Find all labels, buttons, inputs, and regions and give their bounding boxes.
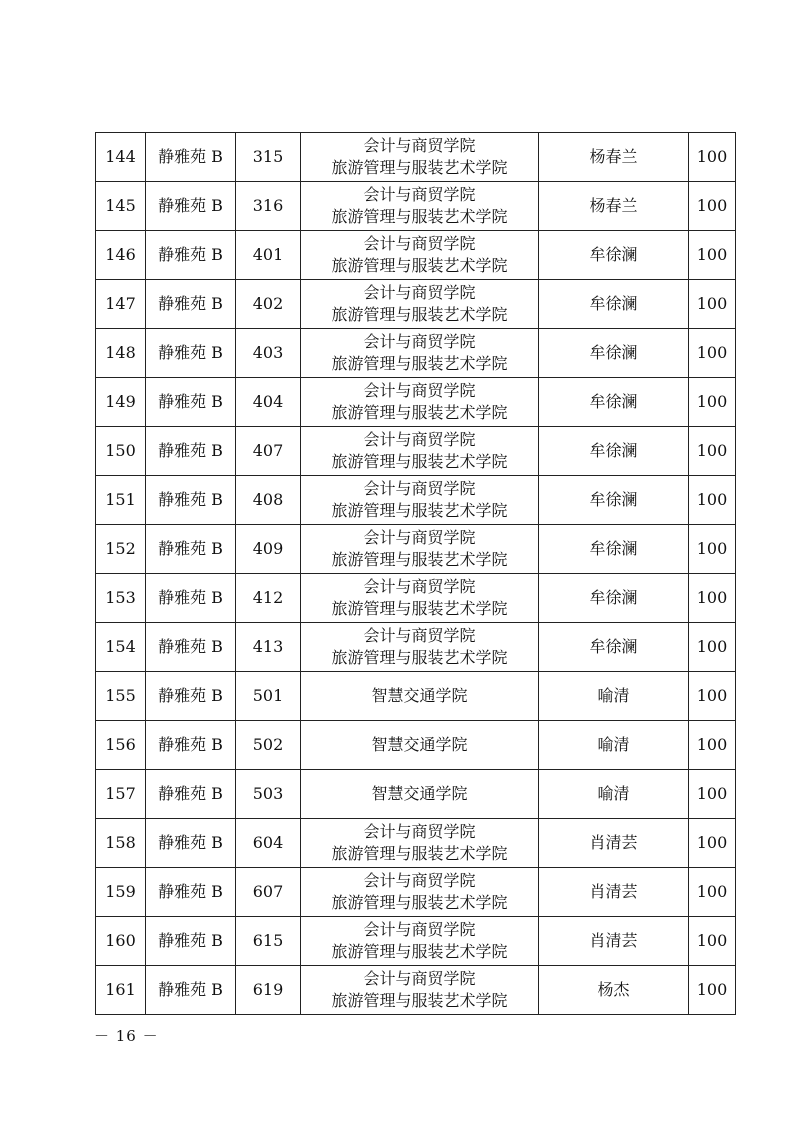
score-cell: 100: [689, 280, 736, 329]
college-name: 会计与商贸学院: [363, 528, 476, 547]
score-cell: 100: [689, 672, 736, 721]
manager-name-cell: 牟徐澜: [539, 378, 689, 427]
college-cell: [301, 427, 539, 476]
college-name: 会计与商贸学院: [363, 479, 476, 498]
row-number-cell: 157: [96, 770, 146, 819]
room-cell: 503: [236, 770, 301, 819]
college-name: 智慧交通学院: [371, 686, 468, 705]
college-name: 旅游管理与服装艺术学院: [331, 893, 508, 912]
table-row: [96, 966, 736, 1015]
college-cell: [301, 721, 539, 770]
table-row: [96, 378, 736, 427]
manager-name-cell: 肖清芸: [539, 917, 689, 966]
college-cell: [301, 574, 539, 623]
room-cell: 315: [236, 133, 301, 182]
building-cell: 静雅苑 B: [146, 525, 236, 574]
college-cell: [301, 623, 539, 672]
room-cell: 407: [236, 427, 301, 476]
manager-name-cell: 牟徐澜: [539, 574, 689, 623]
table-row: [96, 427, 736, 476]
college-cell: [301, 329, 539, 378]
college-cell: [301, 917, 539, 966]
manager-name-cell: 喻清: [539, 721, 689, 770]
table-row: [96, 623, 736, 672]
college-name: 会计与商贸学院: [363, 577, 476, 596]
building-cell: 静雅苑 B: [146, 427, 236, 476]
building-cell: 静雅苑 B: [146, 672, 236, 721]
table-row: [96, 280, 736, 329]
building-cell: 静雅苑 B: [146, 917, 236, 966]
college-name: 会计与商贸学院: [363, 332, 476, 351]
college-name: 会计与商贸学院: [363, 871, 476, 890]
college-name: 旅游管理与服装艺术学院: [331, 403, 508, 422]
room-cell: 615: [236, 917, 301, 966]
room-cell: 413: [236, 623, 301, 672]
college-cell: [301, 770, 539, 819]
row-number-cell: 152: [96, 525, 146, 574]
college-name: 旅游管理与服装艺术学院: [331, 305, 508, 324]
score-cell: 100: [689, 966, 736, 1015]
college-cell: [301, 525, 539, 574]
room-cell: 619: [236, 966, 301, 1015]
table-row: [96, 133, 736, 182]
room-cell: 408: [236, 476, 301, 525]
score-cell: 100: [689, 819, 736, 868]
score-cell: 100: [689, 133, 736, 182]
row-number-cell: 146: [96, 231, 146, 280]
college-name: 智慧交通学院: [371, 735, 468, 754]
table-row: [96, 721, 736, 770]
score-cell: 100: [689, 378, 736, 427]
score-cell: 100: [689, 427, 736, 476]
building-cell: 静雅苑 B: [146, 574, 236, 623]
manager-name-cell: 杨春兰: [539, 182, 689, 231]
college-name: 会计与商贸学院: [363, 234, 476, 253]
college-name: 旅游管理与服装艺术学院: [331, 452, 508, 471]
college-cell: [301, 378, 539, 427]
college-cell: [301, 819, 539, 868]
room-cell: 316: [236, 182, 301, 231]
college-cell: [301, 182, 539, 231]
building-cell: 静雅苑 B: [146, 623, 236, 672]
college-name: 会计与商贸学院: [363, 920, 476, 939]
building-cell: 静雅苑 B: [146, 182, 236, 231]
row-number-cell: 159: [96, 868, 146, 917]
row-number-cell: 149: [96, 378, 146, 427]
row-number-cell: 148: [96, 329, 146, 378]
row-number-cell: 154: [96, 623, 146, 672]
manager-name-cell: 肖清芸: [539, 868, 689, 917]
college-cell: [301, 672, 539, 721]
manager-name-cell: 牟徐澜: [539, 329, 689, 378]
manager-name-cell: 杨杰: [539, 966, 689, 1015]
college-cell: [301, 868, 539, 917]
row-number-cell: 155: [96, 672, 146, 721]
room-cell: 604: [236, 819, 301, 868]
college-name: 旅游管理与服装艺术学院: [331, 599, 508, 618]
table-row: [96, 819, 736, 868]
college-name: 智慧交通学院: [371, 784, 468, 803]
college-name: 旅游管理与服装艺术学院: [331, 648, 508, 667]
college-name: 旅游管理与服装艺术学院: [331, 991, 508, 1010]
table-row: [96, 476, 736, 525]
college-name: 旅游管理与服装艺术学院: [331, 942, 508, 961]
score-cell: 100: [689, 623, 736, 672]
row-number-cell: 150: [96, 427, 146, 476]
row-number-cell: 147: [96, 280, 146, 329]
room-cell: 412: [236, 574, 301, 623]
room-cell: 403: [236, 329, 301, 378]
college-cell: [301, 231, 539, 280]
building-cell: 静雅苑 B: [146, 819, 236, 868]
college-cell: [301, 476, 539, 525]
college-name: 旅游管理与服装艺术学院: [331, 354, 508, 373]
building-cell: 静雅苑 B: [146, 378, 236, 427]
building-cell: 静雅苑 B: [146, 329, 236, 378]
college-cell: [301, 133, 539, 182]
college-name: 旅游管理与服装艺术学院: [331, 207, 508, 226]
college-name: 会计与商贸学院: [363, 136, 476, 155]
manager-name-cell: 牟徐澜: [539, 476, 689, 525]
manager-name-cell: 杨春兰: [539, 133, 689, 182]
room-cell: 607: [236, 868, 301, 917]
building-cell: 静雅苑 B: [146, 770, 236, 819]
table-row: [96, 672, 736, 721]
college-name: 会计与商贸学院: [363, 185, 476, 204]
row-number-cell: 156: [96, 721, 146, 770]
room-cell: 409: [236, 525, 301, 574]
college-name: 会计与商贸学院: [363, 430, 476, 449]
college-name: 会计与商贸学院: [363, 381, 476, 400]
table-row: [96, 182, 736, 231]
manager-name-cell: 牟徐澜: [539, 623, 689, 672]
row-number-cell: 145: [96, 182, 146, 231]
manager-name-cell: 牟徐澜: [539, 280, 689, 329]
manager-name-cell: 牟徐澜: [539, 427, 689, 476]
college-name: 旅游管理与服装艺术学院: [331, 844, 508, 863]
building-cell: 静雅苑 B: [146, 868, 236, 917]
row-number-cell: 158: [96, 819, 146, 868]
row-number-cell: 153: [96, 574, 146, 623]
manager-name-cell: 肖清芸: [539, 819, 689, 868]
building-cell: 静雅苑 B: [146, 280, 236, 329]
table-row: [96, 770, 736, 819]
score-cell: 100: [689, 525, 736, 574]
college-cell: [301, 966, 539, 1015]
manager-name-cell: 牟徐澜: [539, 231, 689, 280]
building-cell: 静雅苑 B: [146, 133, 236, 182]
dormitory-score-table: [95, 132, 736, 1015]
college-name: 会计与商贸学院: [363, 822, 476, 841]
room-cell: 402: [236, 280, 301, 329]
building-cell: 静雅苑 B: [146, 721, 236, 770]
table-row: [96, 574, 736, 623]
room-cell: 401: [236, 231, 301, 280]
row-number-cell: 161: [96, 966, 146, 1015]
page-number: － 16 －: [94, 1027, 159, 1045]
manager-name-cell: 喻清: [539, 770, 689, 819]
row-number-cell: 144: [96, 133, 146, 182]
table-body: [96, 133, 736, 1015]
table-row: [96, 917, 736, 966]
table-row: [96, 868, 736, 917]
college-name: 会计与商贸学院: [363, 283, 476, 302]
college-name: 旅游管理与服装艺术学院: [331, 550, 508, 569]
score-cell: 100: [689, 917, 736, 966]
manager-name-cell: 牟徐澜: [539, 525, 689, 574]
table-row: [96, 329, 736, 378]
room-cell: 501: [236, 672, 301, 721]
building-cell: 静雅苑 B: [146, 231, 236, 280]
score-cell: 100: [689, 574, 736, 623]
college-name: 旅游管理与服装艺术学院: [331, 256, 508, 275]
score-cell: 100: [689, 770, 736, 819]
college-name: 会计与商贸学院: [363, 969, 476, 988]
room-cell: 502: [236, 721, 301, 770]
room-cell: 404: [236, 378, 301, 427]
score-cell: 100: [689, 231, 736, 280]
row-number-cell: 160: [96, 917, 146, 966]
row-number-cell: 151: [96, 476, 146, 525]
college-name: 旅游管理与服装艺术学院: [331, 158, 508, 177]
table-row: [96, 525, 736, 574]
college-name: 会计与商贸学院: [363, 626, 476, 645]
manager-name-cell: 喻清: [539, 672, 689, 721]
college-name: 旅游管理与服装艺术学院: [331, 501, 508, 520]
score-cell: 100: [689, 868, 736, 917]
college-cell: [301, 280, 539, 329]
building-cell: 静雅苑 B: [146, 476, 236, 525]
score-cell: 100: [689, 476, 736, 525]
score-cell: 100: [689, 329, 736, 378]
table-row: [96, 231, 736, 280]
score-cell: 100: [689, 182, 736, 231]
score-cell: 100: [689, 721, 736, 770]
building-cell: 静雅苑 B: [146, 966, 236, 1015]
